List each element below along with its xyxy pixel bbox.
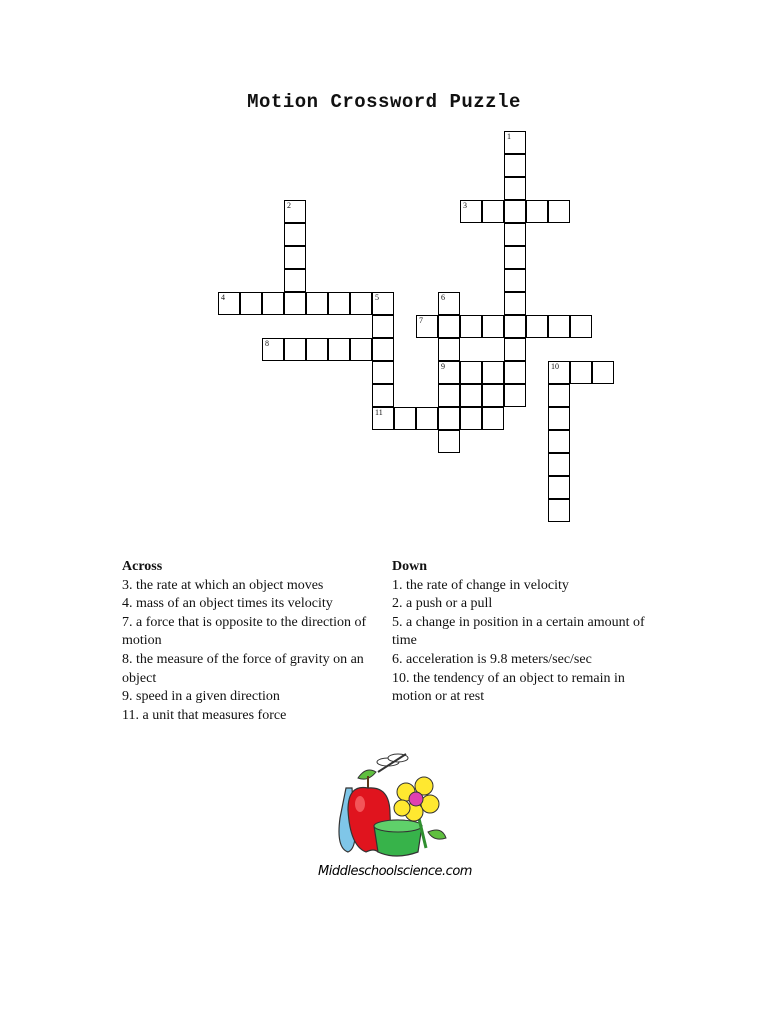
- crossword-cell[interactable]: [284, 223, 306, 246]
- crossword-cell[interactable]: [482, 315, 504, 338]
- crossword-cell[interactable]: [218, 292, 240, 315]
- crossword-cell[interactable]: [438, 361, 460, 384]
- crossword-cell[interactable]: [504, 223, 526, 246]
- crossword-cell[interactable]: [460, 200, 482, 223]
- crossword-cell[interactable]: [526, 200, 548, 223]
- crossword-cell[interactable]: [548, 200, 570, 223]
- crossword-cell[interactable]: [504, 200, 526, 223]
- clue-number: 11: [375, 408, 383, 417]
- crossword-cell[interactable]: [504, 292, 526, 315]
- across-clues: [122, 558, 392, 725]
- crossword-cell[interactable]: [240, 292, 262, 315]
- crossword-cell[interactable]: [592, 361, 614, 384]
- clue-item: 9. speed in a given direction: [122, 689, 280, 705]
- across-clue-list: [122, 577, 392, 726]
- crossword-cell[interactable]: [372, 292, 394, 315]
- site-logo: [318, 748, 472, 888]
- clue-item: 5. a change in position in a certain amount of time: [392, 614, 645, 649]
- crossword-cell[interactable]: [394, 407, 416, 430]
- crossword-cell[interactable]: [460, 361, 482, 384]
- crossword-cell[interactable]: [372, 338, 394, 361]
- clue-item: 6. acceleration is 9.8 meters/sec/sec: [392, 651, 592, 667]
- clue-number: 4: [221, 293, 225, 302]
- crossword-cell[interactable]: [504, 177, 526, 200]
- crossword-cell[interactable]: [284, 200, 306, 223]
- clue-item: 8. the measure of the force of gravity on an object: [122, 651, 364, 686]
- crossword-cell[interactable]: [570, 315, 592, 338]
- crossword-cell[interactable]: [438, 407, 460, 430]
- crossword-cell[interactable]: [548, 361, 570, 384]
- clue-number: 7: [419, 316, 423, 325]
- clue-number: 2: [287, 201, 291, 210]
- clue-number: 9: [441, 362, 445, 371]
- crossword-cell[interactable]: [482, 384, 504, 407]
- crossword-cell[interactable]: [504, 131, 526, 154]
- crossword-cell[interactable]: [548, 453, 570, 476]
- crossword-cell[interactable]: [284, 269, 306, 292]
- clue-item: 3. the rate at which an object moves: [122, 577, 324, 593]
- clue-number: 5: [375, 293, 379, 302]
- page-title: Motion Crossword Puzzle: [247, 91, 521, 113]
- clue-item: 2. a push or a pull: [392, 596, 493, 612]
- clue-item: 1. the rate of change in velocity: [392, 577, 569, 593]
- crossword-cell[interactable]: [438, 430, 460, 453]
- crossword-cell[interactable]: [482, 407, 504, 430]
- clue-item: 7. a force that is opposite to the direction of motion: [122, 614, 367, 649]
- crossword-cell[interactable]: [438, 292, 460, 315]
- crossword-cell[interactable]: [504, 246, 526, 269]
- crossword-cell[interactable]: [504, 361, 526, 384]
- crossword-cell[interactable]: [504, 154, 526, 177]
- down-heading: Down: [392, 559, 428, 574]
- crossword-cell[interactable]: [548, 384, 570, 407]
- crossword-cell[interactable]: [328, 338, 350, 361]
- crossword-cell[interactable]: [416, 407, 438, 430]
- crossword-cell[interactable]: [460, 315, 482, 338]
- crossword-cell[interactable]: [284, 292, 306, 315]
- crossword-cell[interactable]: [526, 315, 548, 338]
- crossword-cell[interactable]: [548, 430, 570, 453]
- crossword-cell[interactable]: [284, 338, 306, 361]
- crossword-cell[interactable]: [548, 315, 570, 338]
- across-heading: Across: [122, 559, 163, 574]
- crossword-cell[interactable]: [482, 200, 504, 223]
- crossword-cell[interactable]: [306, 292, 328, 315]
- crossword-cell[interactable]: [548, 499, 570, 522]
- clue-number: 6: [441, 293, 445, 302]
- clue-number: 1: [507, 132, 511, 141]
- crossword-cell[interactable]: [262, 338, 284, 361]
- crossword-cell[interactable]: [350, 338, 372, 361]
- clue-item: 11. a unit that measures force: [122, 707, 287, 723]
- crossword-cell[interactable]: [372, 407, 394, 430]
- down-clue-list: [392, 577, 654, 707]
- logo-text: Middleschoolscience.com: [318, 864, 472, 879]
- clue-item: 4. mass of an object times its velocity: [122, 596, 333, 612]
- crossword-cell[interactable]: [504, 384, 526, 407]
- crossword-cell[interactable]: [548, 407, 570, 430]
- crossword-cell[interactable]: [460, 407, 482, 430]
- crossword-cell[interactable]: [438, 338, 460, 361]
- crossword-cell[interactable]: [438, 384, 460, 407]
- crossword-cell[interactable]: [482, 361, 504, 384]
- crossword-cell[interactable]: [372, 361, 394, 384]
- clue-number: 8: [265, 339, 269, 348]
- clue-item: 10. the tendency of an object to remain in motion or at rest: [392, 670, 625, 705]
- crossword-cell[interactable]: [372, 315, 394, 338]
- crossword-cell[interactable]: [328, 292, 350, 315]
- clue-number: 10: [551, 362, 559, 371]
- crossword-cell[interactable]: [504, 315, 526, 338]
- down-clues: [392, 558, 654, 707]
- clue-number: 3: [463, 201, 467, 210]
- crossword-cell[interactable]: [548, 476, 570, 499]
- crossword-cell[interactable]: [306, 338, 328, 361]
- crossword-cell[interactable]: [438, 315, 460, 338]
- crossword-cell[interactable]: [350, 292, 372, 315]
- crossword-cell[interactable]: [416, 315, 438, 338]
- crossword-cell[interactable]: [504, 269, 526, 292]
- crossword-cell[interactable]: [504, 338, 526, 361]
- crossword-cell[interactable]: [372, 384, 394, 407]
- crossword-cell[interactable]: [262, 292, 284, 315]
- crossword-cell[interactable]: [460, 384, 482, 407]
- crossword-cell[interactable]: [284, 246, 306, 269]
- apple-flower-pot-logo-icon: [318, 748, 458, 866]
- crossword-cell[interactable]: [570, 361, 592, 384]
